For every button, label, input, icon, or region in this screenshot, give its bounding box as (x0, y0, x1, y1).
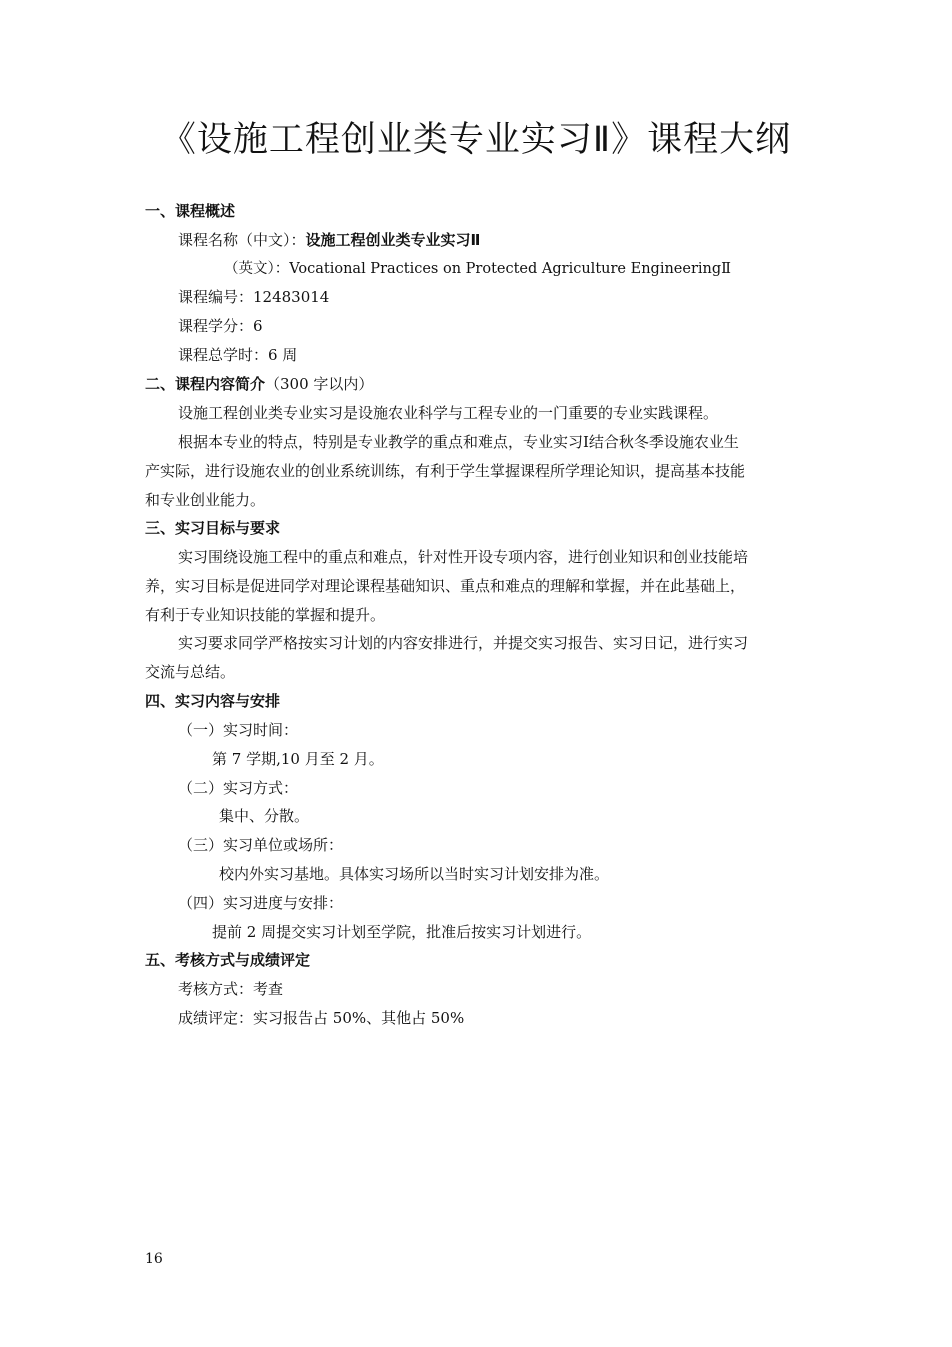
course-name-en: （英文）：Vocational Practices on Protected Agriculture EngineeringⅡ (224, 261, 731, 277)
course-code: 课程编号：12483014 (178, 288, 330, 306)
s2-paragraph-2-line-3: 和专业创业能力。 (145, 491, 266, 509)
s2-paragraph-2-line-1: 根据本专业的特点，特别是专业教学的重点和难点，专业实习Ⅰ结合秋冬季设施农业生 (178, 433, 739, 451)
section-2-heading-note: （300 字以内） (265, 375, 374, 393)
grading-scheme: 成绩评定：实习报告占 50%、其他占 50% (178, 1009, 465, 1027)
page-title: 《设施工程创业类专业实习Ⅱ》课程大纲 (160, 120, 792, 160)
course-hours: 课程总学时：6 周 (178, 346, 298, 364)
section-2-heading-line (145, 374, 373, 394)
s3-paragraph-2-line-2: 交流与总结。 (145, 663, 236, 681)
section-4-heading: 四、实习内容与安排 (145, 692, 281, 710)
section-1-heading: 一、课程概述 (145, 202, 236, 220)
s4-item-2-label: （二）实习方式： (178, 779, 299, 797)
s2-paragraph-2-line-2: 产实际，进行设施农业的创业系统训练，有利于学生掌握课程所学理论知识，提高基本技能 (145, 462, 746, 480)
s3-paragraph-1-line-2: 养，实习目标是促进同学对理论课程基础知识、重点和难点的理解和掌握，并在此基础上， (145, 577, 746, 595)
s3-paragraph-1-line-1: 实习围绕设施工程中的重点和难点，针对性开设专项内容，进行创业知识和创业技能培 (178, 548, 749, 566)
section-5-heading: 五、考核方式与成绩评定 (145, 951, 311, 969)
s4-item-1-label: （一）实习时间： (178, 721, 299, 739)
s4-item-4-label: （四）实习进度与安排： (178, 894, 344, 912)
s4-item-2-value: 集中、分散。 (219, 807, 310, 825)
s4-item-1-value: 第 7 学期,10 月至 2 月。 (212, 750, 384, 768)
section-3-heading: 三、实习目标与要求 (145, 519, 281, 537)
section-2-heading: 二、课程内容简介 (145, 375, 266, 393)
s4-item-3-label: （三）实习单位或场所： (178, 836, 344, 854)
course-credit: 课程学分：6 (178, 317, 263, 335)
page-number: 16 (145, 1251, 163, 1267)
s4-item-3-value: 校内外实习基地。具体实习场所以当时实习计划安排为准。 (219, 865, 610, 883)
s2-paragraph-1: 设施工程创业类专业实习是设施农业科学与工程专业的一门重要的专业实践课程。 (178, 404, 719, 422)
s3-paragraph-2-line-1: 实习要求同学严格按实习计划的内容安排进行，并提交实习报告、实习日记，进行实习 (178, 634, 749, 652)
s4-item-4-value: 提前 2 周提交实习计划至学院，批准后按实习计划进行。 (212, 923, 592, 941)
course-name-cn (178, 230, 480, 250)
assessment-method: 考核方式：考查 (178, 980, 284, 998)
course-name-cn-value: 设施工程创业类专业实习Ⅱ (305, 231, 481, 249)
course-name-cn-label: 课程名称（中文）： (178, 231, 306, 249)
s3-paragraph-1-line-3: 有利于专业知识技能的掌握和提升。 (145, 606, 386, 624)
